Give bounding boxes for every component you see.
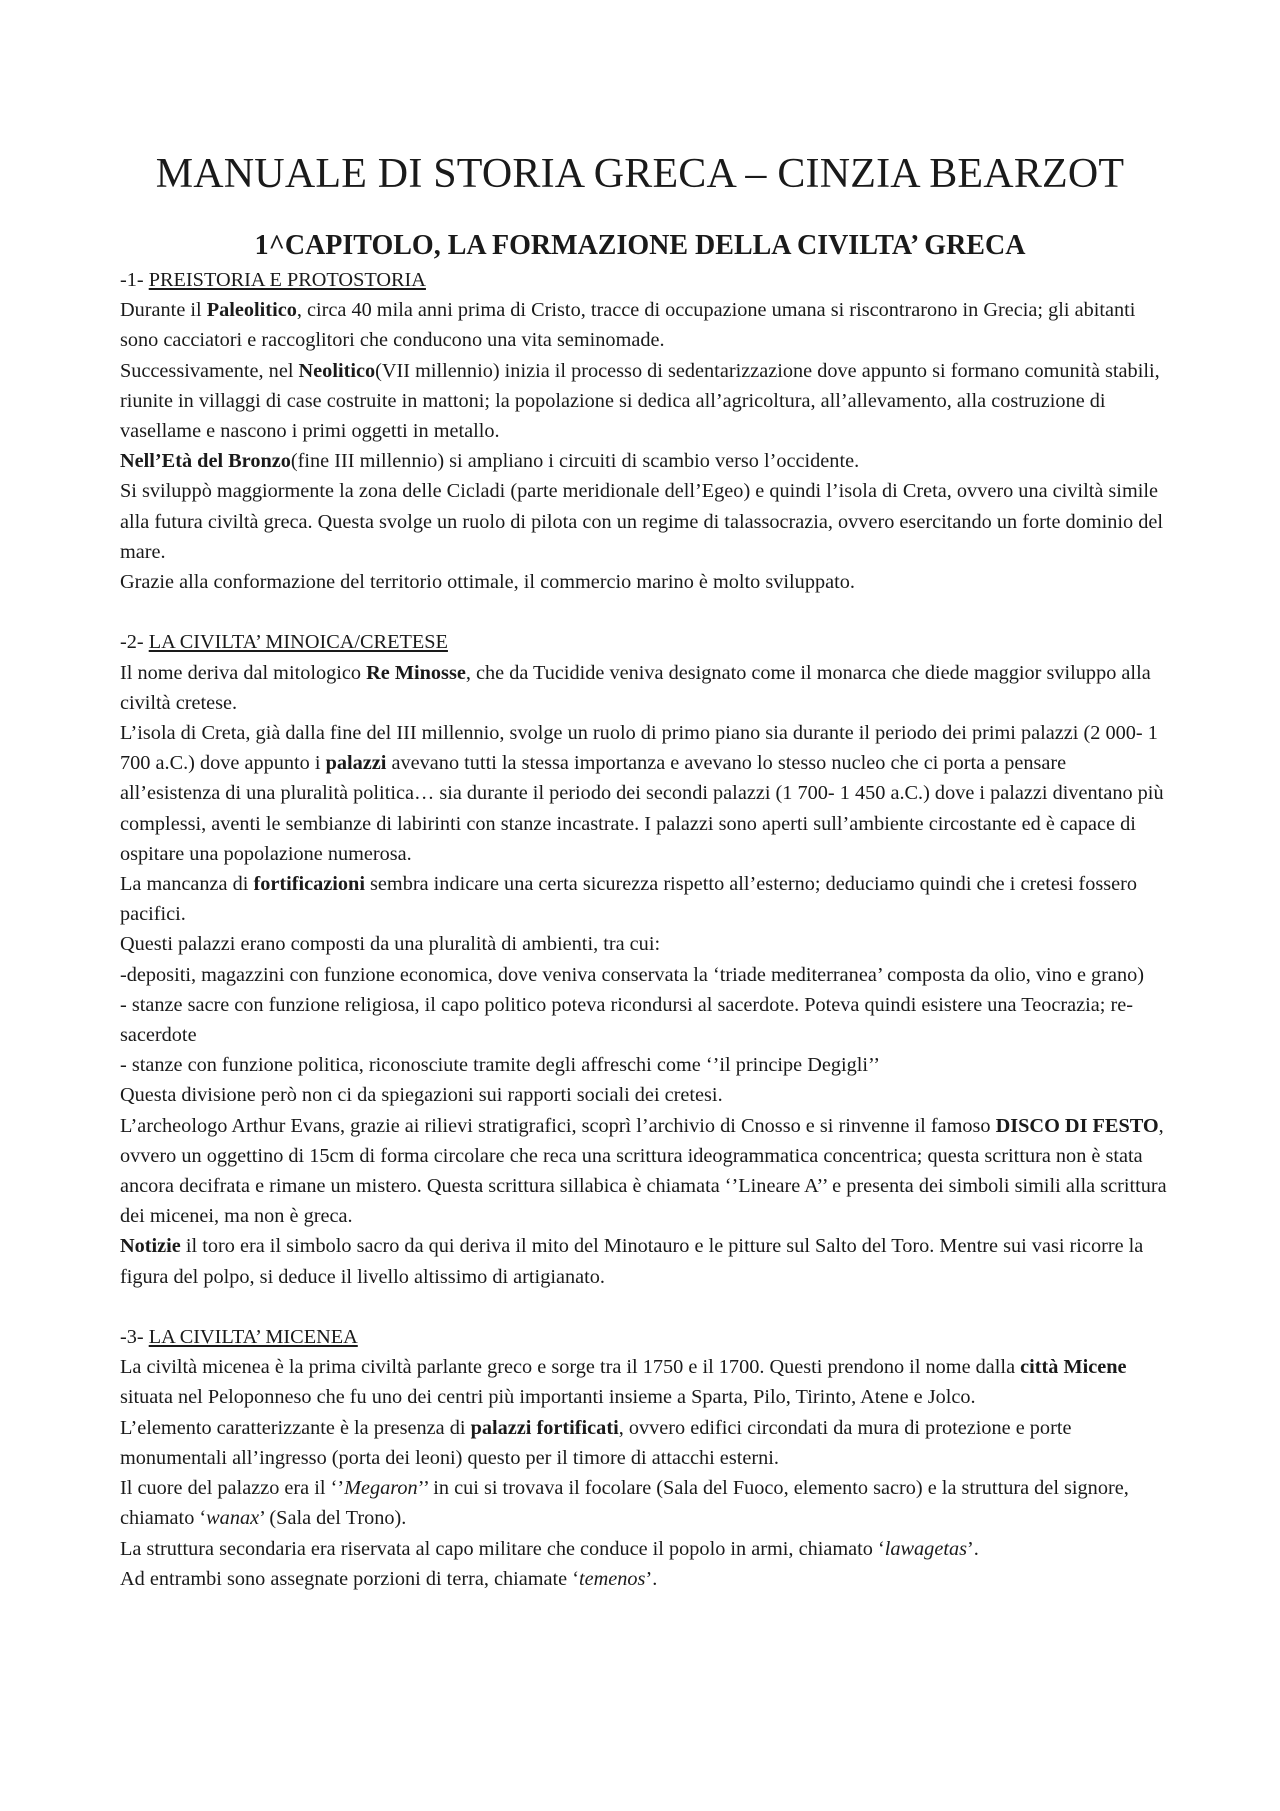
bold-term: Notizie [120, 1235, 181, 1258]
paragraph: Durante il Paleolitico, circa 40 mila anni prima di Cristo, tracce di occupazione umana si riscontrarono in Grecia; gli abitanti sono cacciatori e raccoglitori che conducono una vita seminomade. [120, 299, 1136, 352]
list-item: - stanze con funzione politica, riconosciute tramite degli affreschi come ‘’il principe Degigli’’ [120, 1054, 881, 1077]
paragraph: Questi palazzi erano composti da una pluralità di ambienti, tra cui: [120, 933, 661, 956]
list-item: - stanze sacre con funzione religiosa, il capo politico poteva ricondursi al sacerdote. Poteva quindi esistere una Teocrazia; re-sacerdote [120, 993, 1133, 1047]
bold-term: Paleolitico [206, 299, 297, 322]
bold-term: Nell’Età del Bronzo [120, 450, 291, 473]
paragraph: L’isola di Creta, già dalla fine del III millennio, svolge un ruolo di primo piano sia durante il periodo dei primi palazzi (2 000- 1 700 a.C.) dove appunto i palazzi avevano tutti la stessa importanza e avevano lo stesso nucleo che ci porta a pensare all’esistenza di una pluralità politica… sia durante il periodo dei secondi palazzi (1 700- 1 450 a.C.) dove i palazzi diventano più complessi, aventi le sembianze di labirinti con stanze incastrate. I palazzi sono aperti sull’ambiente circostante ed è capace di ospitare una popolazione numerosa. [120, 722, 1164, 865]
paragraph: Questa divisione però non ci da spiegazioni sui rapporti sociali dei cretesi. [120, 1084, 723, 1107]
paragraph: Grazie alla conformazione del territorio ottimale, il commercio marino è molto sviluppato. [120, 571, 855, 594]
paragraph: Il nome deriva dal mitologico Re Minosse, che da Tucidide veniva designato come il monarca che diede maggior sviluppo alla civiltà cretese. [120, 661, 1151, 714]
list-item: -depositi, magazzini con funzione economica, dove veniva conservata la ‘triade mediterranea’ composta da olio, vino e grano) [120, 963, 1144, 986]
section-heading: -1- PREISTORIA E PROTOSTORIA [120, 269, 426, 291]
bold-term: palazzi [325, 752, 387, 775]
bold-term: città Micene [1020, 1356, 1127, 1379]
paragraph-gap [120, 1292, 1170, 1322]
italic-term: lawagetas [884, 1537, 967, 1560]
paragraph: Nell’Età del Bronzo(fine III millennio) si ampliano i circuiti di scambio verso l’occidente. [120, 450, 860, 473]
section-title: LA CIVILTA’ MICENEA [148, 1326, 358, 1349]
paragraph: La civiltà micenea è la prima civiltà parlante greco e sorge tra il 1750 e il 1700. Questi prendono il nome dalla città Micene situata nel Peloponneso che fu uno dei centri più importanti insieme a Sparta, Pilo, Tirinto, Atene e Jolco. [120, 1356, 1127, 1409]
paragraph: Si sviluppò maggiormente la zona delle Cicladi (parte meridionale dell’Egeo) e quindi l’isola di Creta, ovvero una civiltà simile alla futura civiltà greca. Questa svolge un ruolo di pilota con un regime di talassocrazia, ovvero esercitando un forte dominio del mare. [120, 480, 1164, 563]
document-body [120, 265, 1170, 1594]
italic-term: wanax [206, 1507, 260, 1530]
section-title: LA CIVILTA’ MINOICA/CRETESE [148, 631, 448, 654]
paragraph: Successivamente, nel Neolitico(VII millennio) inizia il processo di sedentarizzazione dove appunto si formano comunità stabili, riunite in villaggi di case costruite in mattoni; la popolazione si dedica all’agricoltura, all’allevamento, alla costruzione di vasellame e nascono i primi oggetti in metallo. [120, 359, 1160, 443]
paragraph: L’archeologo Arthur Evans, grazie ai rilievi stratigrafici, scoprì l’archivio di Cnosso e si rinvenne il famoso DISCO DI FESTO, ovvero un oggettino di 15cm di forma circolare che reca una scrittura ideogrammatica concentrica; questa scrittura non è stata ancora decifrata e rimane un mistero. Questa scrittura sillabica è chiamata ‘’Lineare A’’ e presenta dei simboli simili alla scrittura dei micenei, ma non è greca. [120, 1114, 1167, 1228]
paragraph: Ad entrambi sono assegnate porzioni di terra, chiamate ‘temenos’. [120, 1567, 658, 1590]
paragraph: Il cuore del palazzo era il ‘’Megaron’’ in cui si trovava il focolare (Sala del Fuoco, elemento sacro) e la struttura del signore, chiamato ‘wanax’ (Sala del Trono). [120, 1477, 1129, 1530]
italic-term: temenos [578, 1567, 646, 1590]
bold-term: Neolitico [298, 359, 376, 382]
bold-term: Re Minosse [366, 661, 466, 684]
chapter-heading: 1^CAPITOLO, LA FORMAZIONE DELLA CIVILTA’ GRECA [254, 230, 1026, 261]
bold-term: palazzi fortificati [470, 1416, 619, 1439]
section-heading: -3- LA CIVILTA’ MICENEA [120, 1326, 358, 1349]
paragraph: L’elemento caratterizzante è la presenza di palazzi fortificati, ovvero edifici circondati da mura di protezione e porte monumentali all’ingresso (porta dei leoni) questo per il timore di attacchi esterni. [120, 1416, 1072, 1469]
section-title: PREISTORIA E PROTOSTORIA [148, 269, 426, 291]
italic-term: Megaron [344, 1477, 418, 1500]
bold-term: DISCO DI FESTO [995, 1114, 1159, 1137]
paragraph: Notizie il toro era il simbolo sacro da qui deriva il mito del Minotauro e le pitture sul Salto del Toro. Mentre sui vasi ricorre la figura del polpo, si deduce il livello altissimo di artigianato. [120, 1235, 1144, 1288]
paragraph-gap [120, 597, 1170, 627]
document-title: MANUALE DI STORIA GRECA – CINZIA BEARZOT [155, 151, 1125, 197]
paragraph: La struttura secondaria era riservata al capo militare che conduce il popolo in armi, chiamato ‘lawagetas’. [120, 1537, 979, 1560]
bold-term: fortificazioni [253, 873, 365, 896]
paragraph: La mancanza di fortificazioni sembra indicare una certa sicurezza rispetto all’esterno; deduciamo quindi che i cretesi fossero pacifici. [120, 873, 1138, 926]
section-heading: -2- LA CIVILTA’ MINOICA/CRETESE [120, 631, 448, 654]
